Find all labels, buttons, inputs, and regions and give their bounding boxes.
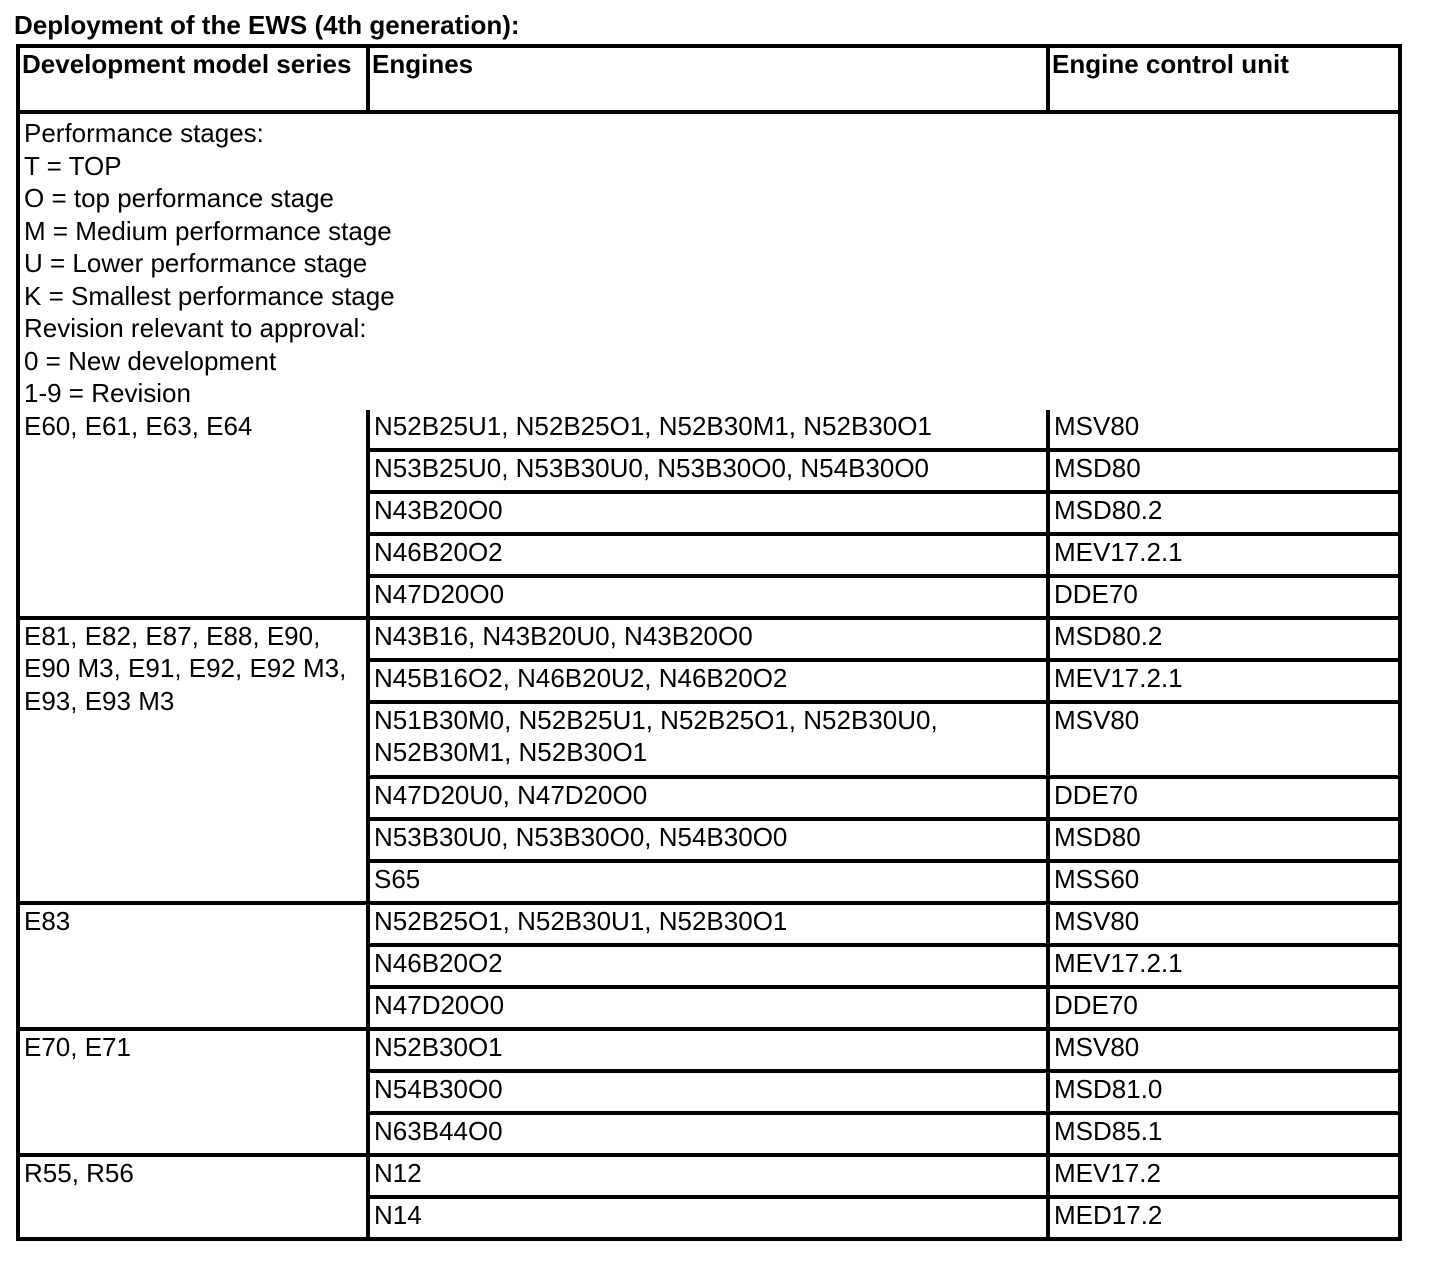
engines-cell: N54B30O0 xyxy=(368,1071,1048,1113)
ecu-cell: MSV80 xyxy=(1048,1029,1400,1071)
series-cell: R55, R56 xyxy=(18,1155,368,1239)
engines-cell: N52B30O1 xyxy=(368,1029,1048,1071)
ecu-cell: MSD80 xyxy=(1048,450,1400,492)
ecu-cell: MSV80 xyxy=(1048,903,1400,945)
document-title: Deployment of the EWS (4th generation): xyxy=(14,10,520,40)
legend-line: Revision relevant to approval: xyxy=(24,313,367,343)
table-row xyxy=(18,410,1400,450)
ecu-cell: DDE70 xyxy=(1048,576,1400,618)
engines-cell: N47D20O0 xyxy=(368,576,1048,618)
engines-cell: S65 xyxy=(368,861,1048,903)
table-row xyxy=(18,903,1400,945)
series-cell: E83 xyxy=(18,903,368,1029)
engines-cell: N53B25U0, N53B30U0, N53B30O0, N54B30O0 xyxy=(368,450,1048,492)
table-row xyxy=(18,618,1400,660)
header-row xyxy=(18,46,1400,112)
legend-line: K = Smallest performance stage xyxy=(24,280,395,311)
ecu-cell: MSS60 xyxy=(1048,861,1400,903)
engines-cell: N46B20O2 xyxy=(368,534,1048,576)
engines-cell: N53B30U0, N53B30O0, N54B30O0 xyxy=(368,819,1048,861)
series-cell: E60, E61, E63, E64 xyxy=(18,410,368,618)
engines-cell: N47D20O0 xyxy=(368,987,1048,1029)
ecu-cell: MSD85.1 xyxy=(1048,1113,1400,1155)
ecu-cell: MEV17.2.1 xyxy=(1048,660,1400,702)
header-ecu: Engine control unit xyxy=(1048,46,1400,112)
ews-deployment-table xyxy=(16,44,1402,1241)
engines-cell: N52B25U1, N52B25O1, N52B30M1, N52B30O1 xyxy=(368,410,1048,450)
legend-line: 1-9 = Revision xyxy=(24,378,191,408)
ecu-cell: DDE70 xyxy=(1048,777,1400,819)
ecu-cell: MEV17.2.1 xyxy=(1048,534,1400,576)
ecu-cell: MSD80 xyxy=(1048,819,1400,861)
ecu-cell: MSD81.0 xyxy=(1048,1071,1400,1113)
engines-cell: N51B30M0, N52B25U1, N52B25O1, N52B30U0, N52B30M1, N52B30O1 xyxy=(368,702,1048,777)
legend-line: U = Lower performance stage xyxy=(24,248,368,278)
engines-cell: N14 xyxy=(368,1197,1048,1239)
legend-line: T = TOP xyxy=(24,150,122,181)
ecu-cell: MSV80 xyxy=(1048,410,1400,450)
ecu-cell: MSD80.2 xyxy=(1048,618,1400,660)
series-cell: E81, E82, E87, E88, E90, E90 M3, E91, E92, E92 M3, E93, E93 M3 xyxy=(18,618,368,903)
ecu-cell: MED17.2 xyxy=(1048,1197,1400,1239)
legend-cell xyxy=(18,112,1400,410)
legend-line: 0 = New development xyxy=(24,345,277,376)
ecu-cell: MEV17.2 xyxy=(1048,1155,1400,1197)
engines-cell: N63B44O0 xyxy=(368,1113,1048,1155)
ecu-cell: MSV80 xyxy=(1048,702,1400,777)
legend-line: O = top performance stage xyxy=(24,183,335,213)
header-series: Development model series xyxy=(18,46,368,112)
engines-cell: N52B25O1, N52B30U1, N52B30O1 xyxy=(368,903,1048,945)
legend-line: Performance stages: xyxy=(24,118,264,148)
ecu-cell: DDE70 xyxy=(1048,987,1400,1029)
engines-cell: N12 xyxy=(368,1155,1048,1197)
engines-cell: N43B20O0 xyxy=(368,492,1048,534)
legend-line: M = Medium performance stage xyxy=(24,215,392,246)
series-cell: E70, E71 xyxy=(18,1029,368,1155)
engines-cell: N45B16O2, N46B20U2, N46B20O2 xyxy=(368,660,1048,702)
table-row xyxy=(18,1029,1400,1071)
engines-cell: N46B20O2 xyxy=(368,945,1048,987)
engines-cell: N47D20U0, N47D20O0 xyxy=(368,777,1048,819)
engines-cell: N43B16, N43B20U0, N43B20O0 xyxy=(368,618,1048,660)
ecu-cell: MSD80.2 xyxy=(1048,492,1400,534)
table-row xyxy=(18,1155,1400,1197)
header-engines: Engines xyxy=(368,46,1048,112)
ecu-cell: MEV17.2.1 xyxy=(1048,945,1400,987)
legend-row xyxy=(18,112,1400,410)
